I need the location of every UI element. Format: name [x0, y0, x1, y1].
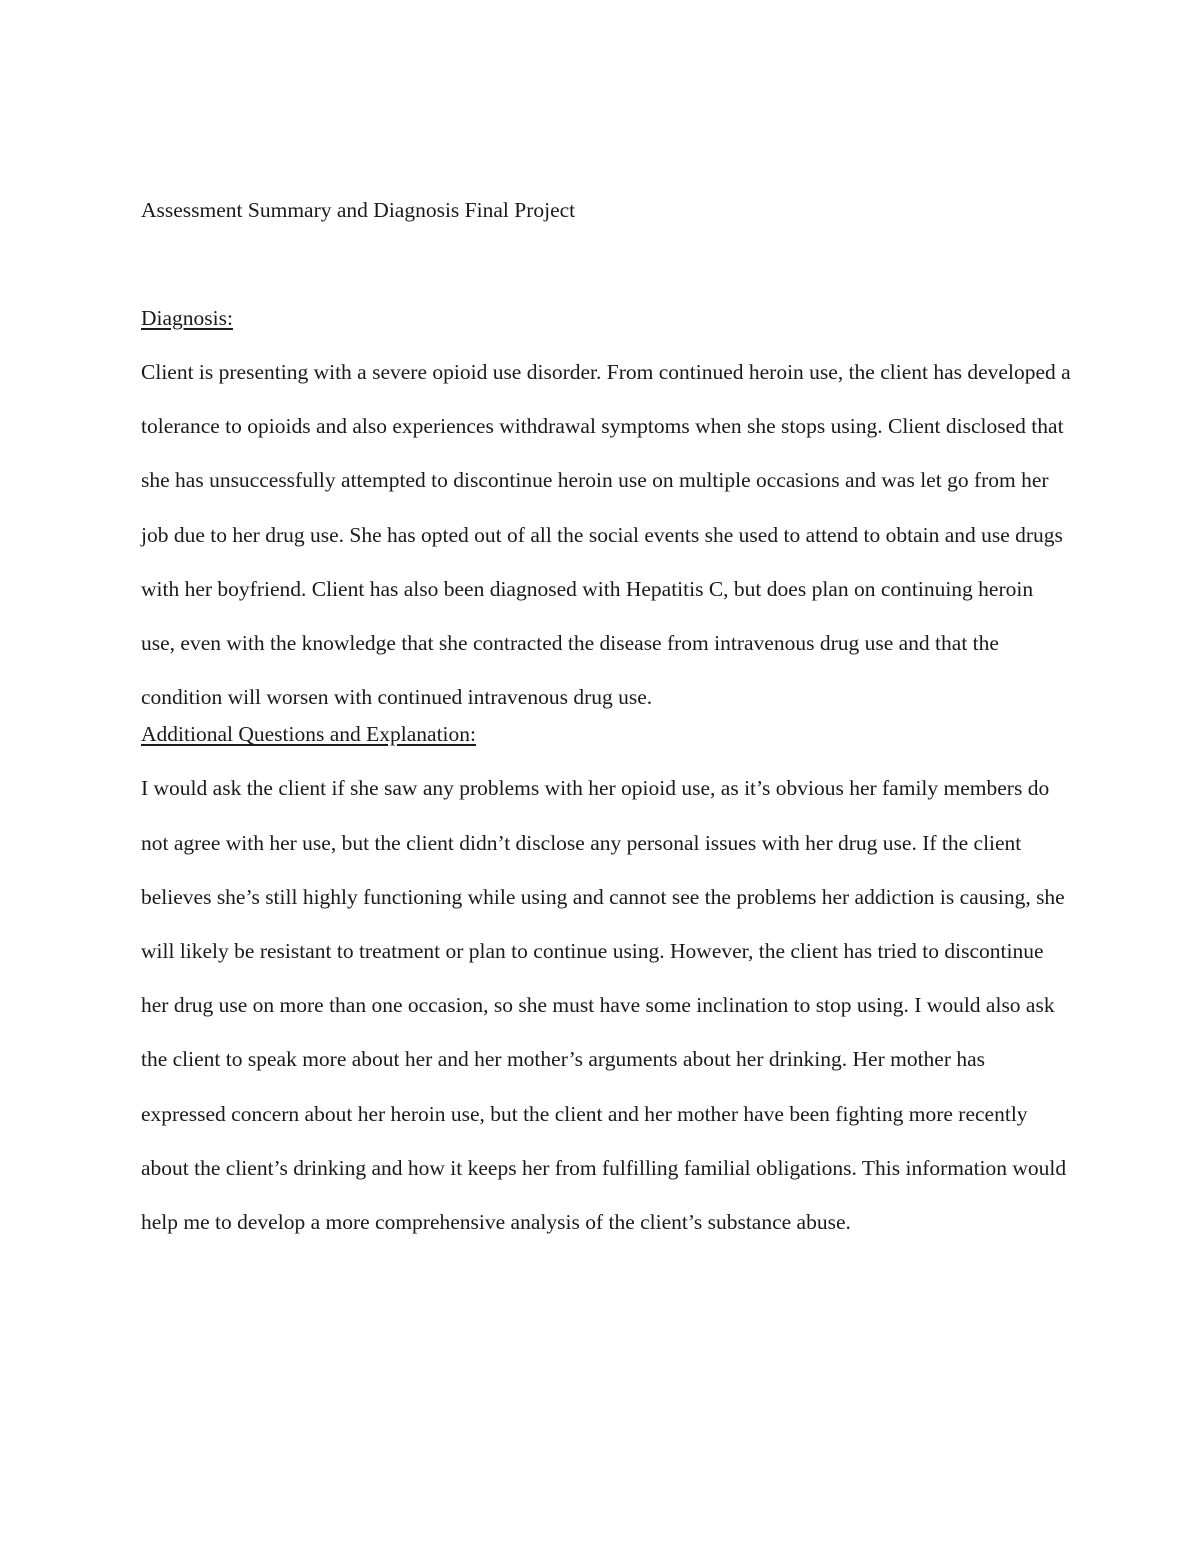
document-title: Assessment Summary and Diagnosis Final Project	[141, 198, 576, 222]
section-body-diagnosis: Client is presenting with a severe opioid use disorder. From continued heroin use, the client has developed a tolerance to opioids and also experiences withdrawal symptoms when she stops using. Client disclosed that she has unsuccessfully attempted to discontinue heroin use on multiple occasions and was let go from her job due to her drug use. She has opted out of all the social events she used to attend to obtain and use drugs with her boyfriend. Client has also been diagnosed with Hepatitis C, but does plan on continuing heroin use, even with the knowledge that she contracted the disease from intravenous drug use and that the condition will worsen with continued intravenous drug use.	[141, 360, 1071, 710]
document-content	[141, 195, 1071, 1249]
section-heading-additional-questions: Additional Questions and Explanation:	[141, 722, 476, 747]
section-heading-diagnosis: Diagnosis:	[141, 306, 233, 330]
section-body-additional-questions: I would ask the client if she saw any problems with her opioid use, as it’s obvious her family members do not agree with her use, but the client didn’t disclose any personal issues with her drug use. If the client believes she’s still highly functioning while using and cannot see the problems her addiction is causing, she will likely be resistant to treatment or plan to continue using. However, the client has tried to discontinue her drug use on more than one occasion, so she must have some inclination to stop using. I would also ask the client to speak more about her and her mother’s arguments about her drinking. Her mother has expressed concern about her heroin use, but the client and her mother have been fighting more recently about the client’s drinking and how it keeps her from fulfilling familial obligations. This information would help me to develop a more comprehensive analysis of the client’s substance abuse.	[141, 776, 1067, 1235]
